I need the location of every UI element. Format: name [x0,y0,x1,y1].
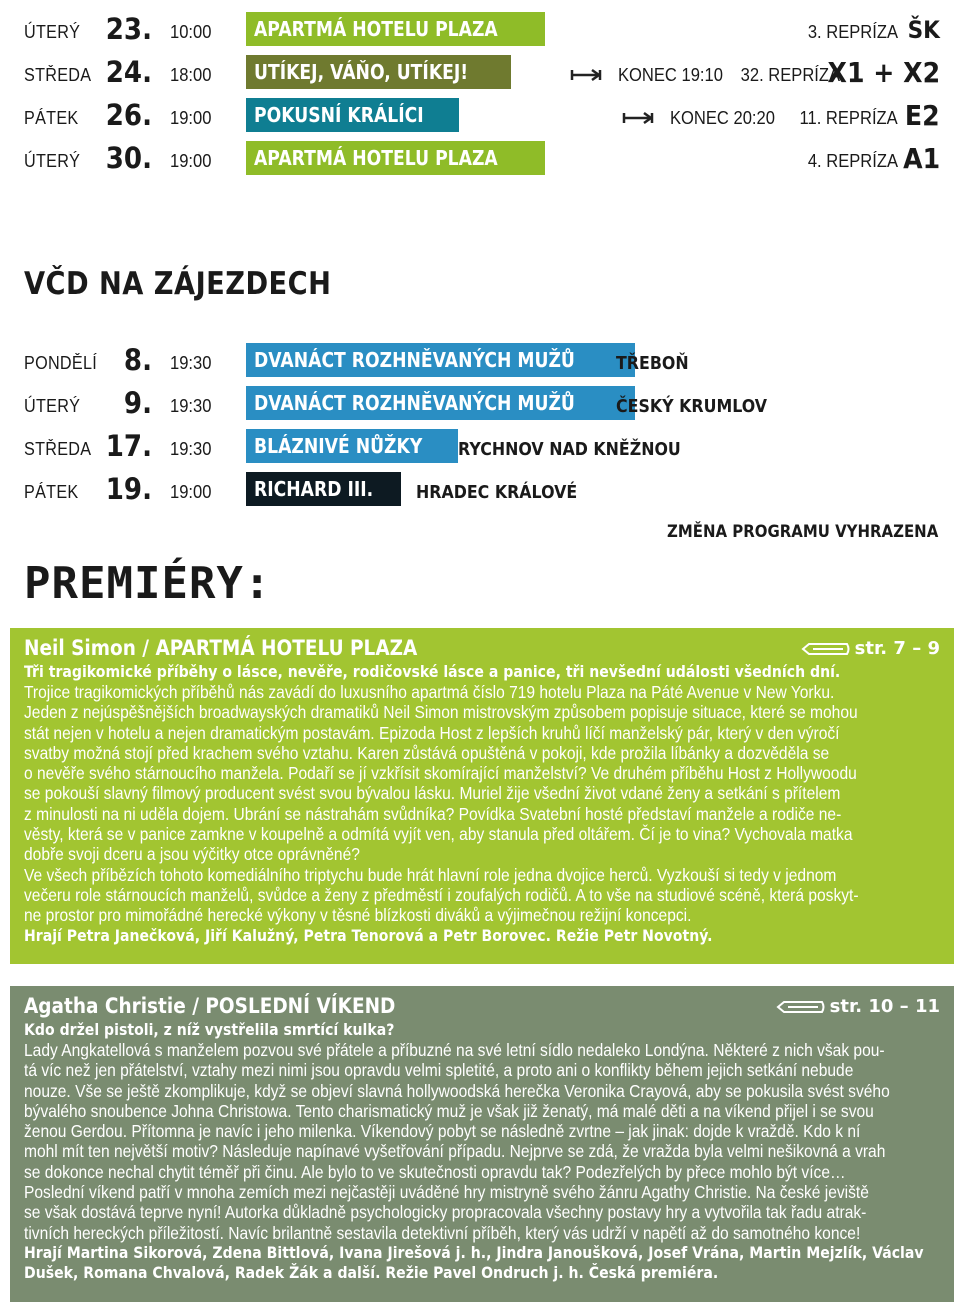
premiere-description [24,1040,940,1243]
tour-row [0,343,960,377]
premiere-title: Neil Simon / APARTMÁ HOTELU PLAZA [24,636,418,660]
reprise: 4. REPRÍZA [807,151,898,171]
tour-place: TŘEBOŇ [616,353,689,374]
show-title: DVANÁCT ROZHNĚVANÝCH MUŽŮ [246,343,635,377]
pen-pointer-icon [801,642,851,656]
premiere-box [10,986,954,1302]
date: 19. [105,472,152,506]
time: 18:00 [170,65,212,85]
time: 10:00 [170,22,212,42]
time: 19:30 [170,439,212,459]
text-line: stát nejen v hotelu a nejen dramatickým postavám. Epizoda Host z lepších kruhů líčí manželský pár, který v den výročí [24,722,840,743]
tour-place: ČESKÝ KRUMLOV [616,396,768,417]
schedule-row [0,55,960,89]
date: 23. [105,12,152,46]
text-line: Ve všech příbězích tohoto komediálního triptychu bude hrát hlavní role jedna dvojice herců. Vyzkouší si tedy v jednom [24,864,837,885]
weekday: PONDĚLÍ [24,353,98,373]
schedule-row [0,12,960,46]
tour-row [0,429,960,463]
reprise: 3. REPRÍZA [807,22,898,42]
text-line: se pokouší slavný filmový producent svést svou bývalou lásku. Muriel žije všední život vdané ženy a setkání s přítelem [24,783,841,804]
premiere-description [24,682,940,926]
subscription: E2 [905,99,940,132]
pen-pointer-icon [776,1000,826,1014]
tour-place: RYCHNOV NAD KNĚŽNOU [458,439,681,460]
reprise: 32. REPRÍZA [740,65,840,85]
show-title: POKUSNÍ KRÁLÍCI [246,98,459,132]
premiere-lead: Kdo držel pistoli, z níž vystřelila smrtící kulka? [24,1020,395,1039]
date: 9. [123,386,152,420]
text-line: tivních hereckých příležitostí. Navíc brilantně sestavila detektivní příběh, který vás udrží v napětí až do samotného konce! [24,1222,861,1243]
time: 19:00 [170,151,212,171]
premieres-heading: PREMIÉRY: [24,558,272,609]
text-line: večeru role stárnoucích manželů, svůdce a ženy z předměstí i zoufalých rodičů. A to vše na studiové scéně, která poskyt- [24,884,859,905]
show-title: DVANÁCT ROZHNĚVANÝCH MUŽŮ [246,386,635,420]
premiere-cast: Hrají Petra Janečková, Jiří Kalužný, Petra Tenorová a Petr Borovec. Režie Petr Novotný. [24,925,713,945]
date: 8. [123,343,152,377]
end-time: KONEC 20:20 [670,108,775,128]
text-line: se dokonce nechal chytit téměř při činu. Ale bylo to ve skutečnosti opravdu tak? Podezřelých by přece mohlo být více… [24,1161,846,1182]
tour-place: HRADEC KRÁLOVÉ [416,482,578,503]
text-line: o nevěře svého stárnoucího manžela. Podaří se jí vzkřísit skomírající manželství? Ve druhém příběhu Host z Hollywoodu [24,763,857,784]
show-title: APARTMÁ HOTELU PLAZA [246,12,545,46]
text-line: Poslední víkend patří v mnoha zemích mezi nejčastěji uváděné hry mistryně svého žánru Agathy Christie. Na české jeviště [24,1182,869,1203]
show-title: RICHARD III. [246,472,401,506]
text-line: svatby možná stojí před krachem svého vztahu. Karen zůstává opuštěná v pokoji, kde prožila líbánky a dozvěděla se [24,742,830,763]
time: 19:00 [170,108,212,128]
tour-row [0,386,960,420]
text-line: ženou Gerdou. Přítomna je navíc i jeho milenka. Víkendový pobyt se následně zvrtne – jak jinak: dojde k vraždě. Kdo k ní [24,1121,861,1142]
premiere-box [10,628,954,964]
end-time: KONEC 19:10 [618,65,723,85]
premiere-cast: Hrají Martina Sikorová, Zdena Bittlová, Ivana Jirešová j. h., Jindra Janoušková, Josef Vrána, Martin Mejzlík, Václav [24,1242,924,1262]
text-line: dobře svoji dceru a jsou výčitky otce oprávněné? [24,844,360,865]
schedule-row [0,98,960,132]
premiere-lead: Tři tragikomické příběhy o lásce, nevěře, rodičovské lásce a panice, tři nevšední události všedních dní. [24,662,841,681]
schedule-row [0,141,960,175]
date: 26. [105,98,152,132]
show-title: UTÍKEJ, VÁŇO, UTÍKEJ! [246,55,511,89]
date: 30. [105,141,152,175]
end-arrow-icon [570,68,602,82]
date: 17. [105,429,152,463]
text-line: Lady Angkatellová s manželem pozvou své přátele a příbuzné na své letní sídlo nedaleko Londýna. Některé z nich však pou- [24,1040,885,1060]
show-title: APARTMÁ HOTELU PLAZA [246,141,545,175]
weekday: ÚTERÝ [24,22,81,42]
weekday: ÚTERÝ [24,396,81,416]
weekday: STŘEDA [24,439,92,459]
subscription: X1 + X2 [827,56,940,89]
text-line: nouze. Vše se ještě zkomplikuje, když se objeví slavná hollywoodská herečka Veronika Crayová, aby se pokusila svést svého [24,1080,890,1101]
weekday: PÁTEK [24,108,79,128]
time: 19:00 [170,482,212,502]
reprise: 11. REPRÍZA [799,108,898,128]
tour-heading: VČD NA ZÁJEZDECH [24,266,332,302]
premiere-cast: Dušek, Romana Chvalová, Radek Žák a další. Režie Pavel Ondruch j. h. Česká premiéra. [24,1263,719,1283]
tour-row [0,472,960,506]
text-line: z minulosti na ni uděla dojem. Ubrání se nástrahám svůdníka? Povídka Svatební hosté představí manžele a rodiče ne- [24,803,842,824]
date: 24. [105,55,152,89]
text-line: tá víc než jen přátelství, vztahy mezi nimi jsou opravdu velmi spletité, a proto ani o konflikty během jejich setkání nebude [24,1060,854,1081]
program-change-notice: ZMĚNA PROGRAMU VYHRAZENA [666,522,938,542]
end-arrow-icon [622,111,654,125]
text-line: ne prostor pro mimořádné herecké výkony v těsné blízkosti diváků a výjimečnou režijní koncepci. [24,905,692,926]
text-line: bývalého snoubence Johna Christowa. Tento charismatický muž je však již ženatý, má malé děti a na víkend přijel i se svou [24,1100,874,1121]
subscription: ŠK [907,16,940,44]
text-line: věsty, která se v panice zamkne v koupelně a odmítá vyjít ven, aby stanula před oltářem. Čí je to vina? Vychovala matka [24,824,853,845]
text-line: mohl mít ten největší motiv? Následuje napínavé vyšetřování případu. Nejprve se zdá, že vražda byla velmi nešikovná a vrah [24,1141,886,1162]
time: 19:30 [170,396,212,416]
time: 19:30 [170,353,212,373]
weekday: PÁTEK [24,482,79,502]
text-line: Trojice tragikomických příběhů nás zavádí do luxusního apartmá číslo 719 hotelu Plaza na Páté Avenue v New Yorku. [24,682,835,702]
page-reference: str. 10 – 11 [776,996,940,1017]
premiere-title: Agatha Christie / POSLEDNÍ VÍKEND [24,994,396,1018]
show-title: BLÁZNIVÉ NŮŽKY [246,429,458,463]
text-line: Jeden z nejúspěšnějších broadwayských dramatiků Neil Simon mistrovským způsobem popisuje situace, které se mohou [24,702,858,723]
text-line: se však dostává teprve nyní! Autorka důkladně psychologicky propracovala všechny postavy hry a vytvořila tak řadu atrak- [24,1202,867,1223]
weekday: ÚTERÝ [24,151,81,171]
page-reference: str. 7 – 9 [801,638,940,659]
weekday: STŘEDA [24,65,92,85]
subscription: A1 [902,142,940,175]
